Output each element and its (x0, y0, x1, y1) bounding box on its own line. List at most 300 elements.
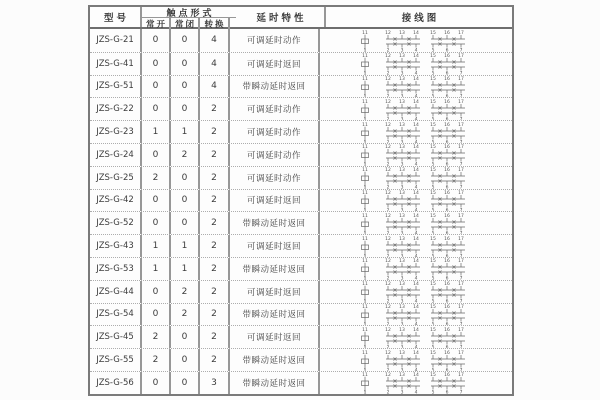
contact-group-1-bottom (386, 318, 420, 322)
contact-group-2-bottom (431, 318, 465, 322)
normally-open-cell: 0 (142, 144, 171, 166)
normally-closed-cell: 0 (171, 98, 200, 120)
svg-text:12: 12 (385, 282, 391, 288)
delay-characteristic-cell: 可调延时返回 (230, 235, 320, 257)
svg-text:4: 4 (414, 185, 418, 189)
svg-text:7: 7 (459, 140, 463, 143)
coil-top-terminal-label: 11 (362, 236, 368, 242)
svg-text:12: 12 (385, 373, 391, 379)
contact-group-2-bottom (431, 113, 465, 117)
svg-text:5: 5 (431, 48, 435, 52)
contact-group-2-bottom (431, 44, 465, 48)
svg-text:13: 13 (399, 236, 405, 242)
svg-text:2: 2 (386, 254, 390, 257)
wiring-diagram (356, 76, 476, 98)
svg-text:12: 12 (385, 145, 391, 151)
delay-characteristic-cell: 可调延时返回 (230, 190, 320, 212)
coil-top-terminal-label: 11 (362, 168, 368, 174)
coil-bottom-terminal-label: 1 (363, 299, 367, 303)
svg-text:2: 2 (386, 391, 390, 394)
svg-text:4: 4 (414, 299, 418, 303)
wiring-diagram-cell (320, 167, 512, 189)
contact-group-2-bottom (431, 90, 465, 94)
model-cell: JZS-G-42 (90, 190, 142, 212)
svg-text:17: 17 (458, 30, 464, 36)
wiring-diagram-cell (320, 235, 512, 257)
svg-text:2: 2 (386, 140, 390, 143)
normally-open-cell: 2 (142, 167, 171, 189)
wiring-diagram (356, 144, 476, 166)
svg-text:5: 5 (431, 140, 435, 143)
coil-top-terminal-label: 11 (362, 99, 368, 105)
svg-text:16: 16 (444, 54, 450, 60)
coil-bottom-terminal-label: 1 (363, 368, 367, 371)
contact-group-2-bottom (431, 364, 465, 368)
svg-text:17: 17 (458, 350, 464, 356)
svg-text:16: 16 (444, 304, 450, 310)
contact-group-2-bottom (431, 181, 465, 185)
table-row (90, 75, 512, 98)
changeover-cell: 2 (200, 167, 230, 189)
contact-group-1-bottom (386, 227, 420, 231)
header-contact-form: 触点形式 (142, 7, 236, 18)
model-cell: JZS-G-55 (90, 349, 142, 371)
changeover-cell: 2 (200, 190, 230, 212)
table-row (90, 189, 512, 212)
model-cell: JZS-G-44 (90, 281, 142, 303)
table-row (90, 120, 512, 143)
delay-characteristic-cell: 带瞬动延时返回 (230, 258, 320, 280)
svg-text:15: 15 (430, 77, 436, 82)
svg-text:5: 5 (431, 117, 435, 121)
normally-open-cell: 0 (142, 29, 171, 52)
wiring-diagram (356, 190, 476, 212)
delay-characteristic-cell: 带瞬动延时返回 (230, 304, 320, 326)
wiring-diagram-cell (320, 53, 512, 75)
svg-text:15: 15 (430, 213, 436, 219)
delay-characteristic-cell: 带瞬动延时返回 (230, 372, 320, 394)
coil-top-terminal-label: 11 (362, 259, 368, 265)
svg-text:15: 15 (430, 350, 436, 356)
contact-group-1-bottom (386, 295, 420, 299)
contact-group-1-bottom (386, 272, 420, 276)
svg-text:6: 6 (445, 117, 449, 121)
svg-text:13: 13 (399, 122, 405, 128)
svg-text:17: 17 (458, 77, 464, 82)
contact-group-1-bottom (386, 67, 420, 71)
svg-text:4: 4 (414, 94, 418, 98)
svg-text:17: 17 (458, 145, 464, 151)
svg-text:2: 2 (386, 368, 390, 371)
svg-text:15: 15 (430, 236, 436, 242)
svg-text:3: 3 (400, 163, 404, 166)
normally-open-cell: 0 (142, 372, 171, 394)
table-row (90, 280, 512, 303)
model-cell: JZS-G-41 (90, 53, 142, 75)
model-cell: JZS-G-25 (90, 167, 142, 189)
svg-text:17: 17 (458, 282, 464, 288)
svg-text:14: 14 (413, 304, 419, 310)
contact-group-2-bottom (431, 227, 465, 231)
contact-group-2-bottom (431, 250, 465, 254)
coil-bottom-terminal-label: 1 (363, 208, 367, 212)
svg-text:17: 17 (458, 168, 464, 174)
contact-group-1-bottom (386, 90, 420, 94)
svg-text:7: 7 (459, 345, 463, 349)
svg-text:17: 17 (458, 236, 464, 242)
wiring-diagram-cell (320, 326, 512, 348)
delay-characteristic-cell: 可调延时动作 (230, 29, 320, 52)
svg-text:16: 16 (444, 30, 450, 36)
svg-text:4: 4 (414, 391, 418, 394)
delay-characteristic-cell: 可调延时返回 (230, 53, 320, 75)
coil-bottom-terminal-label: 1 (363, 391, 367, 394)
svg-text:13: 13 (399, 304, 405, 310)
svg-text:5: 5 (431, 185, 435, 189)
svg-text:14: 14 (413, 213, 419, 219)
coil-top-terminal-label: 11 (362, 190, 368, 196)
svg-text:17: 17 (458, 259, 464, 265)
svg-text:15: 15 (430, 190, 436, 196)
header-normally-open: 常开 (142, 18, 171, 30)
contact-group-2-bottom (431, 67, 465, 71)
normally-closed-cell: 0 (171, 76, 200, 98)
normally-closed-cell: 0 (171, 167, 200, 189)
svg-text:7: 7 (459, 231, 463, 235)
svg-text:16: 16 (444, 350, 450, 356)
contact-group-1-bottom (386, 250, 420, 254)
normally-open-cell: 0 (142, 212, 171, 234)
svg-text:5: 5 (431, 94, 435, 98)
coil-top-terminal-label: 11 (362, 304, 368, 310)
svg-text:7: 7 (459, 299, 463, 303)
svg-text:15: 15 (430, 54, 436, 60)
svg-text:7: 7 (459, 277, 463, 280)
coil-top-terminal-label: 11 (362, 373, 368, 379)
contact-group-1-bottom (386, 44, 420, 48)
svg-text:12: 12 (385, 259, 391, 265)
contact-group-1-bottom (386, 113, 420, 117)
svg-text:12: 12 (385, 213, 391, 219)
svg-text:17: 17 (458, 190, 464, 196)
changeover-cell: 2 (200, 121, 230, 143)
delay-characteristic-cell: 可调延时动作 (230, 98, 320, 120)
svg-text:17: 17 (458, 54, 464, 60)
svg-text:15: 15 (430, 282, 436, 288)
contact-group-2-bottom (431, 295, 465, 299)
coil-bottom-terminal-label: 1 (363, 277, 367, 280)
svg-text:6: 6 (445, 208, 449, 212)
header-changeover: 转换 (200, 18, 230, 30)
svg-text:15: 15 (430, 327, 436, 333)
changeover-cell: 4 (200, 76, 230, 98)
coil-top-terminal-label: 11 (362, 327, 368, 333)
coil-bottom-terminal-label: 1 (363, 48, 367, 52)
model-cell: JZS-G-23 (90, 121, 142, 143)
svg-text:16: 16 (444, 213, 450, 219)
svg-text:6: 6 (445, 140, 449, 143)
normally-closed-cell: 2 (171, 144, 200, 166)
normally-open-cell: 0 (142, 190, 171, 212)
svg-text:15: 15 (430, 122, 436, 128)
contact-group-2-bottom (431, 341, 465, 345)
header-normally-closed: 常闭 (171, 18, 200, 30)
svg-text:13: 13 (399, 77, 405, 82)
svg-text:7: 7 (459, 322, 463, 326)
normally-closed-cell: 1 (171, 258, 200, 280)
delay-characteristic-cell: 可调延时动作 (230, 167, 320, 189)
table-row (90, 166, 512, 189)
wiring-diagram (356, 304, 476, 326)
delay-characteristic-cell: 带瞬动延时返回 (230, 349, 320, 371)
model-cell: JZS-G-53 (90, 258, 142, 280)
svg-text:14: 14 (413, 327, 419, 333)
model-cell: JZS-G-22 (90, 98, 142, 120)
svg-text:7: 7 (459, 117, 463, 121)
svg-text:4: 4 (414, 71, 418, 75)
svg-text:5: 5 (431, 368, 435, 371)
svg-text:5: 5 (431, 163, 435, 166)
coil-bottom-terminal-label: 1 (363, 117, 367, 121)
relay-spec-table (88, 5, 514, 396)
table-row (90, 348, 512, 371)
changeover-cell: 2 (200, 304, 230, 326)
svg-text:3: 3 (400, 299, 404, 303)
svg-text:3: 3 (400, 391, 404, 394)
svg-text:7: 7 (459, 254, 463, 257)
svg-text:14: 14 (413, 77, 419, 82)
normally-closed-cell: 2 (171, 304, 200, 326)
svg-text:2: 2 (386, 231, 390, 235)
wiring-diagram-cell (320, 190, 512, 212)
contact-group-1-bottom (386, 181, 420, 185)
svg-text:16: 16 (444, 145, 450, 151)
wiring-diagram (356, 349, 476, 371)
svg-text:7: 7 (459, 71, 463, 75)
svg-text:2: 2 (386, 48, 390, 52)
normally-open-cell: 2 (142, 326, 171, 348)
svg-text:13: 13 (399, 259, 405, 265)
svg-text:6: 6 (445, 391, 449, 394)
model-cell: JZS-G-43 (90, 235, 142, 257)
svg-text:2: 2 (386, 277, 390, 280)
table-row (90, 325, 512, 348)
svg-text:14: 14 (413, 373, 419, 379)
header-wiring-diagram: 接线图 (401, 13, 440, 24)
svg-text:12: 12 (385, 327, 391, 333)
contact-group-1-bottom (386, 341, 420, 345)
svg-text:14: 14 (413, 236, 419, 242)
coil-bottom-terminal-label: 1 (363, 254, 367, 257)
svg-text:4: 4 (414, 163, 418, 166)
table-row (90, 52, 512, 75)
coil-bottom-terminal-label: 1 (363, 140, 367, 143)
svg-text:13: 13 (399, 327, 405, 333)
table-row (90, 29, 512, 52)
table-row (90, 371, 512, 394)
svg-text:16: 16 (444, 99, 450, 105)
svg-text:3: 3 (400, 231, 404, 235)
contact-group-2-bottom (431, 204, 465, 208)
svg-text:4: 4 (414, 208, 418, 212)
table-row (90, 97, 512, 120)
svg-text:13: 13 (399, 168, 405, 174)
svg-text:3: 3 (400, 254, 404, 257)
wiring-diagram (356, 167, 476, 189)
svg-text:13: 13 (399, 99, 405, 105)
wiring-diagram-cell (320, 372, 512, 394)
normally-open-cell: 0 (142, 76, 171, 98)
svg-text:2: 2 (386, 185, 390, 189)
svg-text:7: 7 (459, 208, 463, 212)
svg-text:3: 3 (400, 345, 404, 349)
svg-text:14: 14 (413, 350, 419, 356)
svg-text:6: 6 (445, 299, 449, 303)
wiring-diagram-cell (320, 258, 512, 280)
svg-text:16: 16 (444, 77, 450, 82)
normally-closed-cell: 0 (171, 372, 200, 394)
svg-text:13: 13 (399, 373, 405, 379)
wiring-diagram-cell (320, 349, 512, 371)
changeover-cell: 2 (200, 144, 230, 166)
svg-text:6: 6 (445, 48, 449, 52)
normally-open-cell: 1 (142, 235, 171, 257)
coil-top-terminal-label: 11 (362, 122, 368, 128)
svg-text:7: 7 (459, 94, 463, 98)
normally-open-cell: 0 (142, 281, 171, 303)
svg-text:16: 16 (444, 327, 450, 333)
svg-text:5: 5 (431, 322, 435, 326)
coil-bottom-terminal-label: 1 (363, 185, 367, 189)
normally-closed-cell: 0 (171, 349, 200, 371)
svg-text:13: 13 (399, 54, 405, 60)
contact-group-1-bottom (386, 136, 420, 140)
svg-text:15: 15 (430, 259, 436, 265)
wiring-diagram-cell (320, 304, 512, 326)
delay-characteristic-cell: 可调延时返回 (230, 281, 320, 303)
svg-text:4: 4 (414, 48, 418, 52)
svg-text:2: 2 (386, 208, 390, 212)
normally-open-cell: 0 (142, 98, 171, 120)
coil-bottom-terminal-label: 1 (363, 94, 367, 98)
contact-group-2-bottom (431, 272, 465, 276)
svg-text:12: 12 (385, 190, 391, 196)
model-cell: JZS-G-56 (90, 372, 142, 394)
contact-group-2-bottom (431, 136, 465, 140)
svg-text:12: 12 (385, 54, 391, 60)
changeover-cell: 4 (200, 29, 230, 52)
model-cell: JZS-G-24 (90, 144, 142, 166)
svg-text:15: 15 (430, 168, 436, 174)
contact-group-2-bottom (431, 386, 465, 390)
svg-text:12: 12 (385, 236, 391, 242)
wiring-diagram-cell (320, 29, 512, 52)
svg-text:12: 12 (385, 99, 391, 105)
svg-text:4: 4 (414, 254, 418, 257)
changeover-cell: 2 (200, 98, 230, 120)
svg-text:2: 2 (386, 163, 390, 166)
changeover-cell: 2 (200, 258, 230, 280)
coil-top-terminal-label: 11 (362, 54, 368, 60)
svg-text:4: 4 (414, 277, 418, 280)
svg-text:4: 4 (414, 322, 418, 326)
svg-text:7: 7 (459, 391, 463, 394)
normally-open-cell: 0 (142, 304, 171, 326)
changeover-cell: 2 (200, 326, 230, 348)
svg-text:3: 3 (400, 277, 404, 280)
svg-text:6: 6 (445, 94, 449, 98)
coil-top-terminal-label: 11 (362, 282, 368, 288)
svg-text:17: 17 (458, 122, 464, 128)
header-delay-characteristic: 延时特性 (236, 7, 326, 27)
svg-text:5: 5 (431, 208, 435, 212)
normally-closed-cell: 0 (171, 212, 200, 234)
delay-characteristic-cell: 可调延时动作 (230, 144, 320, 166)
svg-text:2: 2 (386, 322, 390, 326)
svg-text:16: 16 (444, 190, 450, 196)
svg-text:13: 13 (399, 190, 405, 196)
wiring-diagram (356, 372, 476, 394)
svg-text:4: 4 (414, 231, 418, 235)
svg-text:3: 3 (400, 117, 404, 121)
coil-bottom-terminal-label: 1 (363, 163, 367, 166)
svg-text:14: 14 (413, 30, 419, 36)
svg-text:15: 15 (430, 145, 436, 151)
svg-text:3: 3 (400, 140, 404, 143)
coil-top-terminal-label: 11 (362, 213, 368, 219)
svg-text:3: 3 (400, 71, 404, 75)
svg-text:6: 6 (445, 277, 449, 280)
normally-open-cell: 2 (142, 349, 171, 371)
svg-text:17: 17 (458, 327, 464, 333)
svg-text:15: 15 (430, 30, 436, 36)
wiring-diagram-cell (320, 212, 512, 234)
svg-text:14: 14 (413, 54, 419, 60)
svg-text:17: 17 (458, 373, 464, 379)
table-row (90, 143, 512, 166)
svg-text:14: 14 (413, 99, 419, 105)
changeover-cell: 4 (200, 53, 230, 75)
svg-text:17: 17 (458, 304, 464, 310)
table-row (90, 257, 512, 280)
svg-text:2: 2 (386, 117, 390, 121)
changeover-cell: 2 (200, 281, 230, 303)
delay-characteristic-cell: 可调延时返回 (230, 326, 320, 348)
table-header (90, 7, 512, 29)
normally-closed-cell: 0 (171, 29, 200, 52)
contact-group-1-bottom (386, 204, 420, 208)
svg-text:6: 6 (445, 71, 449, 75)
svg-text:14: 14 (413, 259, 419, 265)
svg-text:14: 14 (413, 145, 419, 151)
svg-text:17: 17 (458, 99, 464, 105)
wiring-diagram (356, 121, 476, 143)
model-cell: JZS-G-54 (90, 304, 142, 326)
svg-text:3: 3 (400, 94, 404, 98)
svg-text:14: 14 (413, 190, 419, 196)
table-body (90, 29, 512, 394)
wiring-diagram (356, 258, 476, 280)
wiring-diagram-cell (320, 76, 512, 98)
svg-text:2: 2 (386, 299, 390, 303)
svg-text:5: 5 (431, 391, 435, 394)
svg-text:5: 5 (431, 299, 435, 303)
normally-closed-cell: 2 (171, 281, 200, 303)
svg-text:12: 12 (385, 168, 391, 174)
svg-text:16: 16 (444, 168, 450, 174)
svg-text:4: 4 (414, 117, 418, 121)
svg-text:12: 12 (385, 350, 391, 356)
